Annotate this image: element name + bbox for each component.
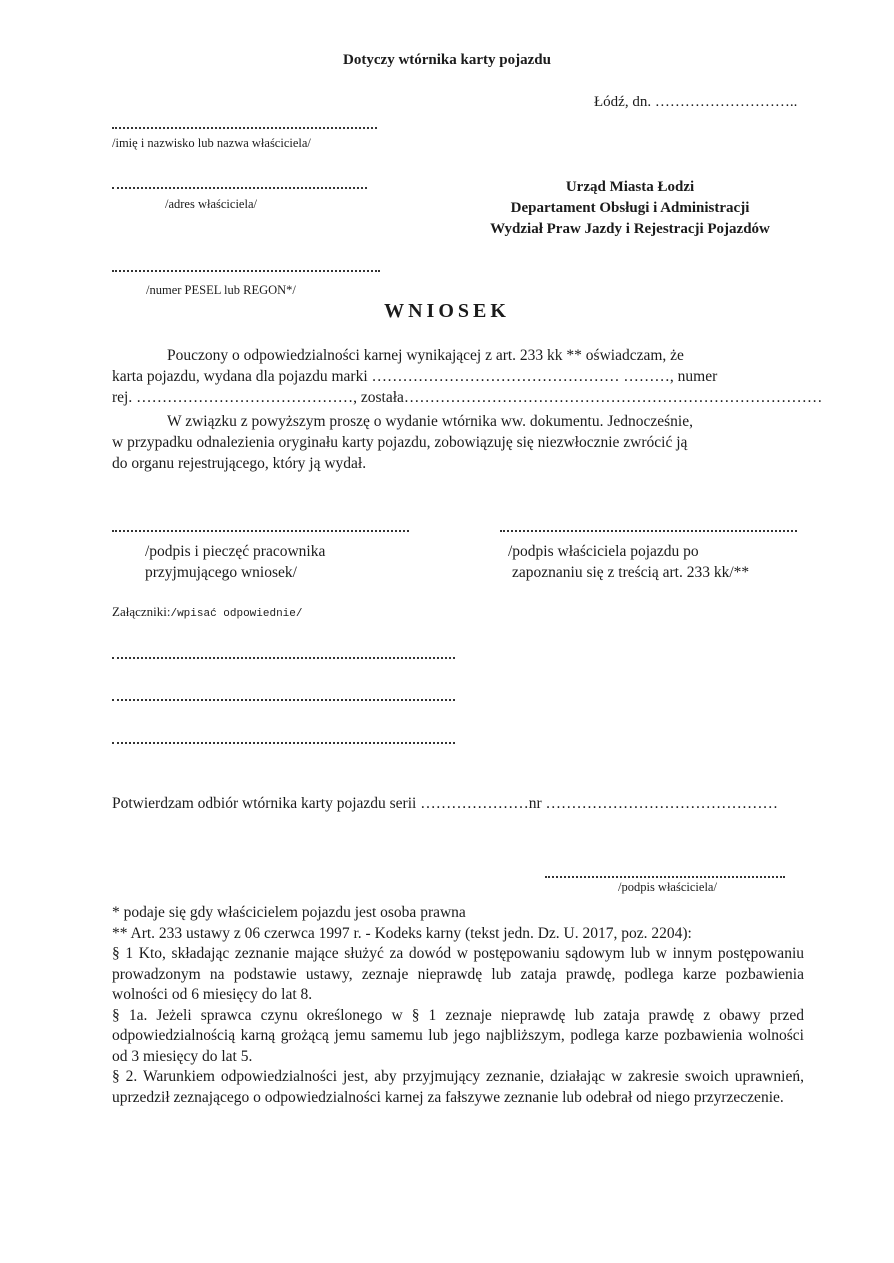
statement-line-2[interactable]: karta pojazdu, wydana dla pojazdu marki ………………………………………… ………, numer xyxy=(112,368,718,385)
office-line-1: Urząd Miasta Łodzi xyxy=(565,179,695,195)
footnote-paragraph-1: § 1 Kto, składając zeznanie mające służyć za dowód w postępowaniu sądowym lub w innym postępowaniu prowadzonym na podstawie ustawy, zeznaje nieprawdę lub zataja prawdę, podlega karze pozbawienia wolności od 6 miesięcy do lat 8. xyxy=(112,945,804,1003)
owner-signature-line[interactable] xyxy=(500,530,797,532)
owner-name-label: /imię i nazwisko lub nazwa właściciela/ xyxy=(112,136,311,150)
statement-para2-line-3: do organu rejestrującego, który ją wydał. xyxy=(112,455,367,472)
attachments-label: Załączniki: xyxy=(112,604,171,619)
footnote-art-233: ** Art. 233 ustawy z 06 czerwca 1997 r. - Kodeks karny (tekst jedn. Dz. U. 2017, poz. 2204): xyxy=(112,924,692,942)
owner-signature-label xyxy=(508,541,749,583)
form-title: WNIOSEK xyxy=(384,300,510,322)
attachment-line-2[interactable] xyxy=(112,699,455,701)
owner-address-line[interactable] xyxy=(112,187,367,189)
attachments-heading xyxy=(112,604,303,620)
footnotes xyxy=(112,903,804,1108)
receipt-signature-label: /podpis właściciela/ xyxy=(618,880,717,894)
employee-signature-label xyxy=(145,541,325,583)
footnote-legal-person: * podaje się gdy właścicielem pojazdu jest osoba prawna xyxy=(112,904,466,921)
receipt-confirmation[interactable]: Potwierdzam odbiór wtórnika karty pojazdu serii …………………nr ……………………………………… xyxy=(112,795,778,812)
office-line-2: Departament Obsługi i Administracji xyxy=(510,200,750,216)
attachment-line-1[interactable] xyxy=(112,657,455,659)
statement-line-3[interactable]: rej. ……………………………………, została……………………………………………………………………… xyxy=(112,389,823,406)
document-subject: Dotyczy wtórnika karty pojazdu xyxy=(343,52,551,68)
office-line-3: Wydział Praw Jazdy i Rejestracji Pojazdów xyxy=(490,221,770,237)
owner-pesel-label: /numer PESEL lub REGON*/ xyxy=(146,283,296,297)
owner-address-label: /adres właściciela/ xyxy=(165,197,257,211)
attachments-hint: /wpisać odpowiednie/ xyxy=(170,608,303,620)
employee-signature-label-2: przyjmującego wniosek/ xyxy=(145,564,297,581)
statement-para2-line-1: W związku z powyższym proszę o wydanie wtórnika ww. dokumentu. Jednocześnie, xyxy=(167,413,693,430)
attachment-line-3[interactable] xyxy=(112,742,455,744)
footnote-paragraph-2: § 2. Warunkiem odpowiedzialności jest, aby przyjmujący zeznanie, działając w zakresie swoich uprawnień, uprzedził zeznającego o odpowiedzialności karnej za fałszywe zeznanie lub odebrał od niego przyrzeczenie. xyxy=(112,1068,804,1106)
employee-signature-label-1: /podpis i pieczęć pracownika xyxy=(145,543,326,560)
owner-pesel-line[interactable] xyxy=(112,270,380,272)
footnote-paragraph-1a: § 1a. Jeżeli sprawca czynu określonego w § 1 zeznaje nieprawdę lub zataja prawdę z obawy przed odpowiedzialnością karną grożącą jemu samemu lub jego najbliższym, podlega karze pozbawienia wolności od 3 miesięcy do lat 5. xyxy=(112,1006,804,1065)
statement-para2-line-2: w przypadku odnalezienia oryginału karty pojazdu, zobowiązuję się niezwłocznie zwrócić ją xyxy=(112,434,688,451)
receipt-signature-line[interactable] xyxy=(545,876,785,878)
place-date-field[interactable]: Łódź, dn. ……………………….. xyxy=(594,94,798,110)
owner-name-line[interactable] xyxy=(112,127,377,129)
owner-signature-label-1: /podpis właściciela pojazdu po xyxy=(508,543,699,560)
owner-signature-label-2: zapoznaniu się z treścią art. 233 kk/** xyxy=(512,564,750,581)
office-address xyxy=(440,177,820,240)
statement-line-1: Pouczony o odpowiedzialności karnej wynikającej z art. 233 kk ** oświadczam, że xyxy=(167,347,684,364)
employee-signature-line[interactable] xyxy=(112,530,409,532)
